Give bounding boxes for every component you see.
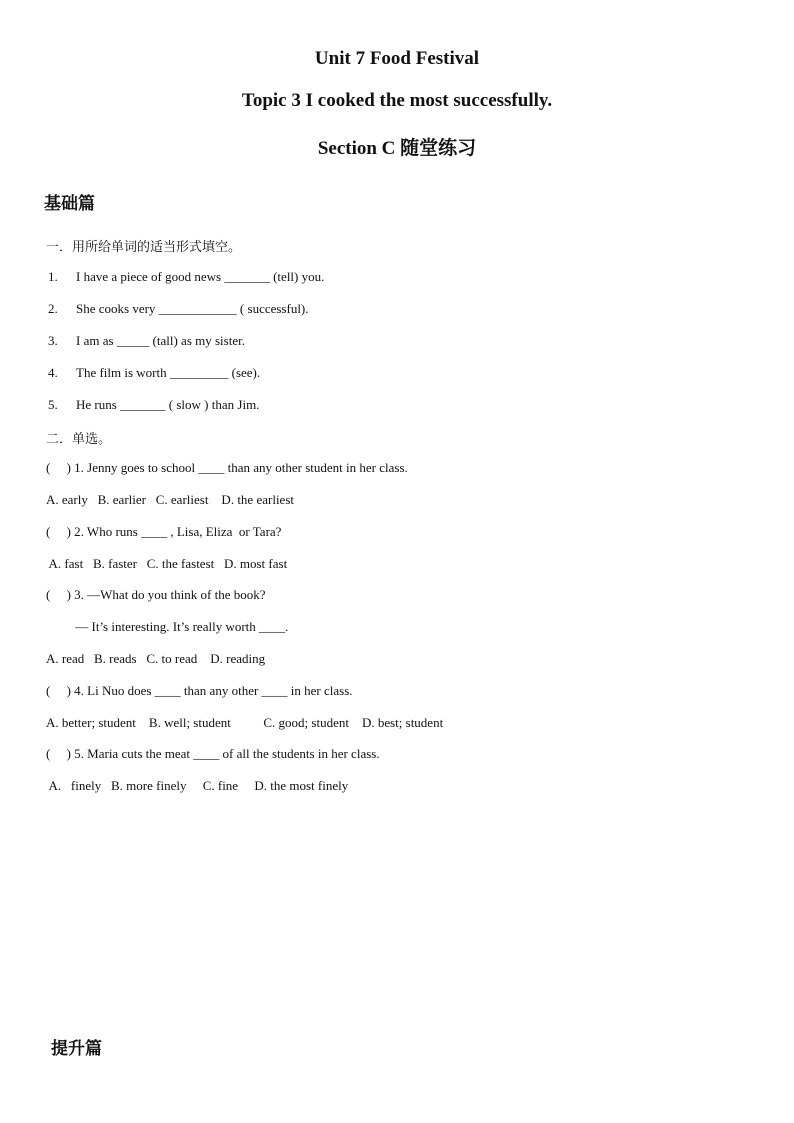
options-4: A. better; student B. well; student C. good; student D. best; student — [46, 715, 444, 730]
question-4: ( ) 4. Li Nuo does ____ than any other ____ in her class. — [46, 683, 353, 698]
item-text: I have a piece of good news _______ (tell) you. — [76, 269, 325, 284]
options-5: A. finely B. more finely C. fine D. the most finely — [46, 778, 349, 793]
item-text: She cooks very ____________ ( successful). — [76, 301, 309, 316]
options-2: A. fast B. faster C. the fastest D. most fast — [46, 556, 288, 571]
item-text: The film is worth _________ (see). — [76, 365, 261, 380]
advanced-heading: 提升篇 — [51, 1039, 102, 1058]
item-number: 5. — [48, 397, 58, 412]
basic-heading: 基础篇 — [44, 194, 95, 213]
question-3: ( ) 3. —What do you think of the book? — [46, 587, 266, 602]
item-text: I am as _____ (tall) as my sister. — [76, 333, 245, 348]
item-number: 1. — [48, 269, 58, 284]
section-title: Section C 随堂练习 — [317, 138, 477, 159]
item-number: 3. — [48, 333, 58, 348]
unit-title: Unit 7 Food Festival — [314, 48, 480, 69]
options-1: A. early B. earlier C. earliest D. the earliest — [46, 492, 294, 507]
question-3-reply: — It’s interesting. It’s really worth ____. — [46, 619, 289, 634]
question-5: ( ) 5. Maria cuts the meat ____ of all the students in her class. — [46, 746, 380, 761]
fill-item-3 — [48, 333, 245, 349]
topic-title: Topic 3 I cooked the most successfully. — [241, 90, 553, 111]
fill-item-4 — [48, 365, 260, 381]
fill-item-1 — [48, 269, 324, 285]
options-3: A. read B. reads C. to read D. reading — [46, 651, 266, 666]
item-number: 2. — [48, 301, 58, 316]
fill-item-5 — [48, 397, 259, 413]
fill-item-2 — [48, 301, 309, 317]
question-1: ( ) 1. Jenny goes to school ____ than any other student in her class. — [46, 460, 408, 475]
part2-title: 二．单选。 — [46, 431, 112, 446]
item-text: He runs _______ ( slow ) than Jim. — [76, 397, 260, 412]
item-number: 4. — [48, 365, 58, 380]
part1-title: 一．用所给单词的适当形式填空。 — [46, 239, 242, 254]
question-2: ( ) 2. Who runs ____ , Lisa, Eliza or Tara? — [46, 524, 282, 539]
